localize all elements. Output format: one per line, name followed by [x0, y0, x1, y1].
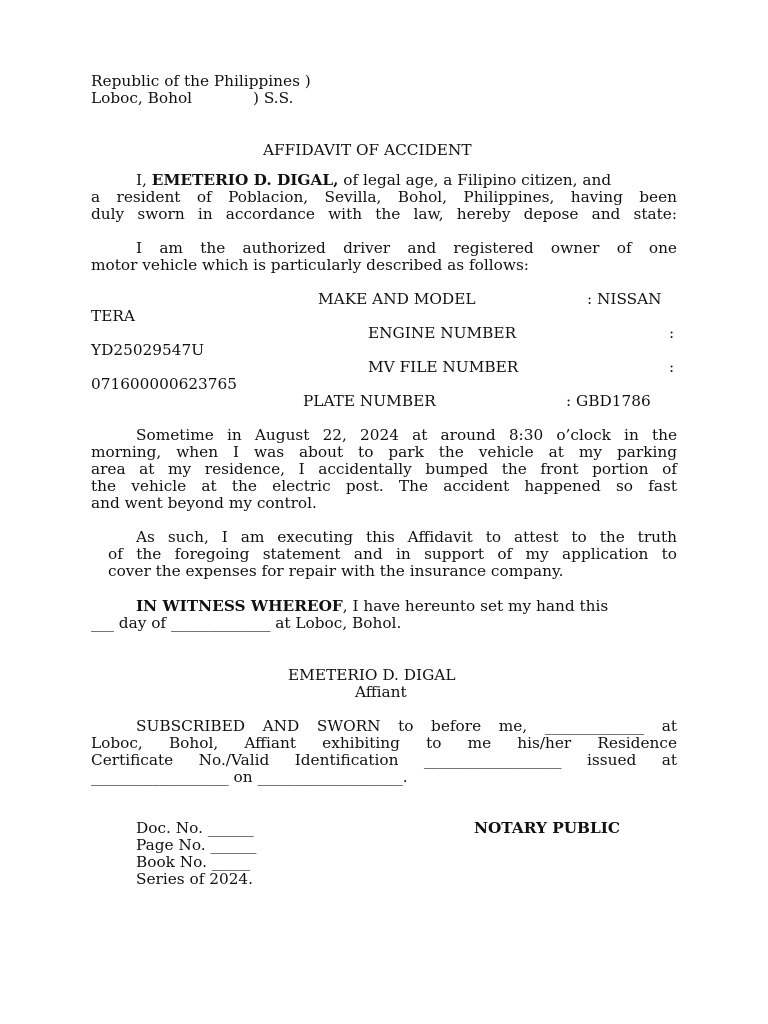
book-number: Book No. _____ [136, 853, 251, 871]
doc-number: Doc. No. ______ [136, 819, 254, 837]
purpose-line-2: of the foregoing statement and in support of my application to [108, 545, 677, 563]
purpose-line-1: As such, I am executing this Affidavit to attest to the truth [136, 528, 677, 546]
plate-value: : GBD1786 [566, 392, 651, 410]
venue-line-1: Republic of the Philippines ) [91, 72, 311, 90]
intro-line-3: duly sworn in accordance with the law, hereby depose and state: [91, 205, 677, 223]
witness-heading: IN WITNESS WHEREOF [136, 597, 343, 615]
intro-line-2: a resident of Poblacion, Sevilla, Bohol, Philippines, having been [91, 188, 677, 206]
mv-file-value: 071600000623765 [91, 375, 237, 393]
notary-public-label: NOTARY PUBLIC [474, 819, 621, 837]
witness-line-1 [136, 598, 608, 615]
venue-ss: ) S.S. [253, 89, 294, 107]
owner-line-2: motor vehicle which is particularly described as follows: [91, 256, 529, 274]
document-title: AFFIDAVIT OF ACCIDENT [263, 141, 472, 159]
accident-line-5: and went beyond my control. [91, 494, 317, 512]
witness-line-2: ___ day of _____________ at Loboc, Bohol. [91, 614, 402, 632]
engine-colon: : [669, 324, 675, 342]
mv-file-colon: : [669, 358, 675, 376]
accident-line-2: morning, when I was about to park the vehicle at my parking [91, 443, 677, 461]
make-value-continued: TERA [91, 307, 135, 325]
engine-value: YD25029547U [91, 341, 205, 359]
accident-line-1: Sometime in August 22, 2024 at around 8:30 o’clock in the [136, 426, 677, 444]
intro-line-1-rest: of legal age, a Filipino citizen, and [338, 171, 612, 189]
intro-line-1 [136, 172, 611, 189]
signatory-role: Affiant [355, 683, 407, 701]
affiant-name-intro: EMETERIO D. DIGAL, [151, 171, 339, 189]
signatory-name: EMETERIO D. DIGAL [288, 666, 456, 684]
accident-line-4: the vehicle at the electric post. The accident happened so fast [91, 477, 677, 495]
engine-label: ENGINE NUMBER [368, 324, 517, 342]
intro-prefix: I, [136, 171, 152, 189]
jurat-line-2: Loboc, Bohol, Affiant exhibiting to me his/her Residence [91, 734, 677, 752]
series-year: Series of 2024. [136, 870, 254, 888]
venue-place: Loboc, Bohol [91, 89, 193, 107]
witness-line-1-rest: , I have hereunto set my hand this [342, 597, 609, 615]
mv-file-label: MV FILE NUMBER [368, 358, 519, 376]
jurat-line-4: __________________ on ___________________. [91, 768, 408, 786]
make-value: : NISSAN [587, 290, 662, 308]
page-number: Page No. ______ [136, 836, 257, 854]
accident-line-3: area at my residence, I accidentally bumped the front portion of [91, 460, 677, 478]
jurat-line-3: Certificate No./Valid Identification __________________ issued at [91, 751, 677, 769]
jurat-line-1: SUBSCRIBED AND SWORN to before me, _____________ at [136, 717, 677, 735]
make-label: MAKE AND MODEL [318, 290, 476, 308]
purpose-line-3: cover the expenses for repair with the insurance company. [108, 562, 564, 580]
plate-label: PLATE NUMBER [303, 392, 436, 410]
owner-line-1: I am the authorized driver and registered owner of one [136, 239, 677, 257]
